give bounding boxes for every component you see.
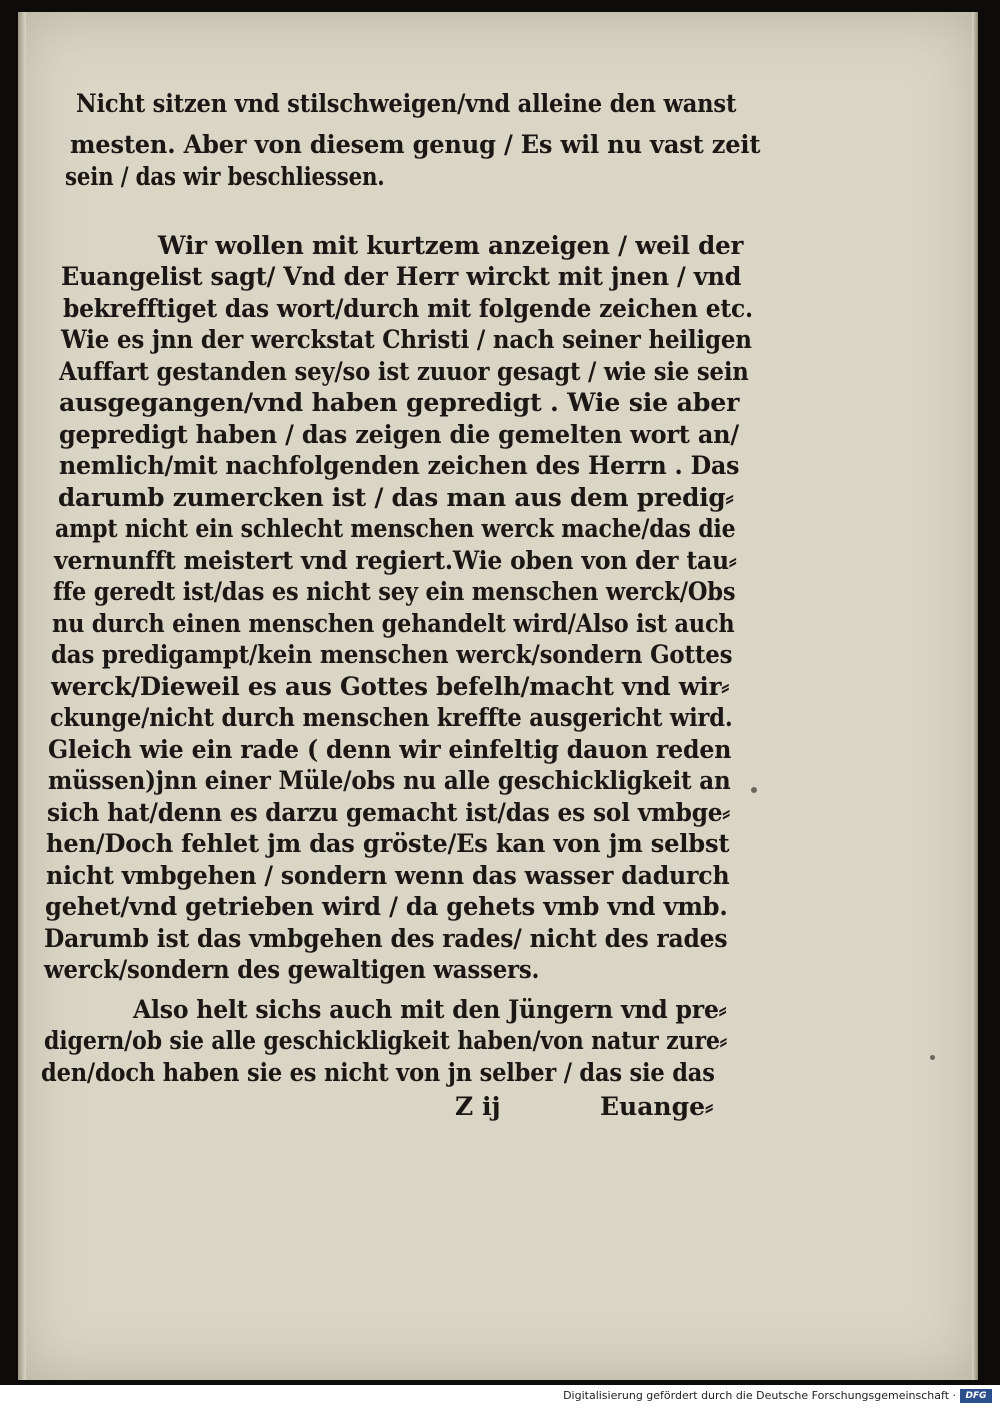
text-line: nemlich/mit nachfolgenden zeichen des Herrn . Das <box>59 451 740 480</box>
text-line: Wir wollen mit kurtzem anzeigen / weil der <box>158 231 744 260</box>
text-line: Wie es jnn der werckstat Christi / nach seiner heiligen <box>61 325 752 354</box>
text-line: Darumb ist das vmbgehen des rades/ nicht des rades <box>44 924 728 953</box>
text-line: nicht vmbgehen / sondern wenn das wasser dadurch <box>46 861 730 890</box>
text-line: Also helt sichs auch mit den Jüngern vnd pre⸗ <box>133 995 727 1024</box>
ink-speck <box>930 1055 935 1060</box>
text-line: nu durch einen menschen gehandelt wird/Also ist auch <box>52 609 735 638</box>
dfg-logo: DFG <box>960 1389 992 1403</box>
catchword: Euange⸗ <box>600 1092 714 1121</box>
text-line: gepredigt haben / das zeigen die gemelten wort an/ <box>59 420 739 449</box>
text-line: ffe geredt ist/das es nicht sey ein menschen werck/Obs <box>53 577 736 606</box>
text-line: bekrefftiget das wort/durch mit folgende zeichen etc. <box>63 294 754 323</box>
text-line: den/doch haben sie es nicht von jn selber / das sie das <box>41 1058 715 1087</box>
text-line: gehet/vnd getrieben wird / da gehets vmb vnd vmb. <box>45 892 728 921</box>
text-line: vernunfft meistert vnd regiert.Wie oben von der tau⸗ <box>54 546 737 575</box>
text-line: das predigampt/kein menschen werck/sondern Gottes <box>51 640 733 669</box>
text-line: ampt nicht ein schlecht menschen werck mache/das die <box>55 514 736 543</box>
text-line: müssen)jnn einer Müle/obs nu alle geschickligkeit an <box>48 766 731 795</box>
text-line: Euangelist sagt/ Vnd der Herr wirckt mit jnen / vnd <box>61 262 742 291</box>
text-line: werck/sondern des gewaltigen wassers. <box>44 955 540 984</box>
text-line: digern/ob sie alle geschickligkeit haben/von natur zure⸗ <box>44 1026 727 1055</box>
ink-speck <box>751 787 757 793</box>
book-page <box>18 12 978 1380</box>
signature-mark: Z ij <box>455 1092 501 1121</box>
text-line: mesten. Aber von diesem genug / Es wil nu vast zeit <box>70 130 761 159</box>
text-line: werck/Dieweil es aus Gottes befelh/macht vnd wir⸗ <box>51 672 730 701</box>
text-line: sein / das wir beschliessen. <box>65 162 385 191</box>
text-line: ausgegangen/vnd haben gepredigt . Wie sie aber <box>59 388 740 417</box>
text-line: Gleich wie ein rade ( denn wir einfeltig dauon reden <box>48 735 732 764</box>
funding-notice: Digitalisierung gefördert durch die Deutsche Forschungsgemeinschaft · <box>563 1389 956 1402</box>
text-line: Auffart gestanden sey/so ist zuuor gesagt / wie sie sein <box>59 357 749 386</box>
text-line: Nicht sitzen vnd stilschweigen/vnd alleine den wanst <box>76 89 737 118</box>
text-line: ckunge/nicht durch menschen krefftе ausgericht wird. <box>50 703 733 732</box>
footer-bar <box>0 1385 1000 1408</box>
text-line: darumb zumercken ist / das man aus dem predig⸗ <box>58 483 734 512</box>
text-line: sich hat/denn es darzu gemacht ist/das es sol vmbge⸗ <box>47 798 730 827</box>
text-line: hen/Doch fehlet jm das gröste/Es kan von jm selbst <box>46 829 730 858</box>
